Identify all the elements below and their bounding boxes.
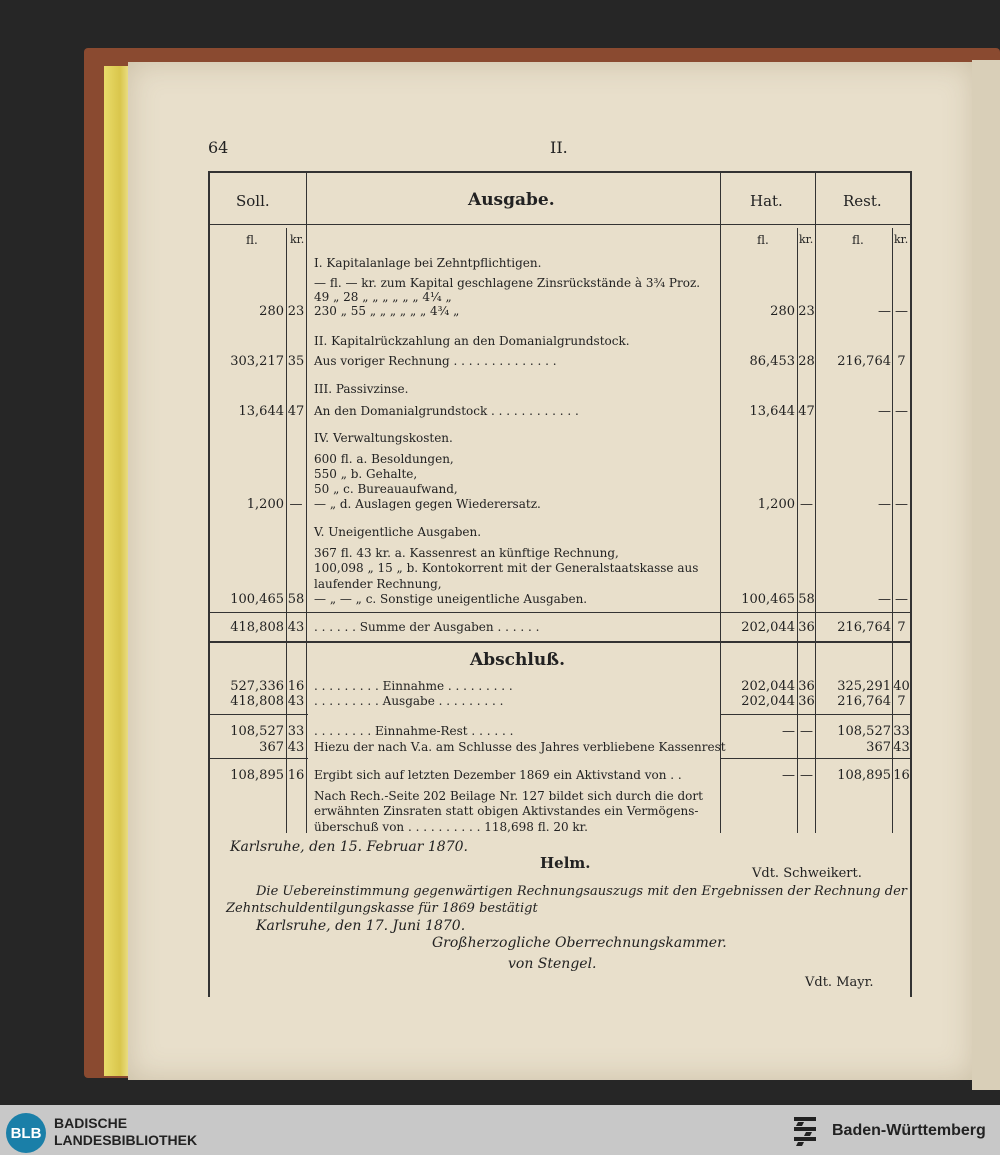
rest-fl-cell: 216,764	[837, 354, 891, 369]
hat-kr-cell: 47	[798, 404, 815, 419]
rest-fl-cell: —	[878, 497, 891, 512]
header-hat: Hat.	[750, 192, 783, 210]
description-cell: 600 fl. a. Besoldungen,	[314, 452, 454, 466]
hat-kr-cell: 36	[798, 679, 815, 694]
description-cell: . . . . . . . . . Ausgabe . . . . . . . . .	[314, 694, 504, 708]
soll-kr-cell: —	[289, 497, 303, 512]
hat-kr-cell: —	[800, 497, 813, 512]
soll-fl-cell: 1,200	[246, 497, 284, 512]
rest-kr-cell: 40	[893, 679, 910, 694]
rest-fl-cell: 108,527	[837, 724, 891, 739]
place-date-1: Karlsruhe, den 15. Februar 1870.	[230, 839, 468, 855]
hat-kr-cell: 36	[798, 694, 815, 709]
description-cell: 100,098 „ 15 „ b. Kontokorrent mit der Generalstaatskasse aus	[314, 561, 699, 575]
library-name-line1: BADISCHE	[54, 1115, 128, 1131]
soll-fl-cell: 100,465	[230, 592, 284, 607]
page-number: 64	[208, 138, 229, 157]
abschluss-title: Abschluß.	[470, 650, 566, 670]
unit-soll-kr: kr.	[290, 233, 305, 246]
header-rest: Rest.	[843, 192, 882, 210]
rest-fl-cell: —	[878, 404, 891, 419]
soll-kr-cell: 16	[287, 679, 305, 694]
hat-fl-cell: —	[782, 724, 795, 739]
hat-fl-cell: 1,200	[757, 497, 795, 512]
hat-fl-cell: —	[782, 768, 795, 783]
abschluss-rule-soll	[208, 714, 308, 715]
soll-kr-cell: 23	[287, 304, 305, 319]
header-ausgabe: Ausgabe.	[468, 190, 555, 210]
unit-rest-fl: fl.	[852, 233, 864, 247]
header-divider	[208, 224, 912, 225]
rest-kr-cell: —	[895, 592, 908, 607]
rest-kr-cell: —	[895, 497, 908, 512]
description-cell: IV. Verwaltungskosten.	[314, 431, 453, 445]
hat-fl-cell: 280	[770, 304, 795, 319]
rest-fl-cell: —	[878, 592, 891, 607]
sum-rule-bottom	[208, 641, 912, 643]
soll-kr-cell: 47	[287, 404, 305, 419]
description-cell: erwähnten Zinsraten statt obigen Aktivstandes ein Vermögens-	[314, 804, 699, 818]
col-divider-soll	[306, 173, 307, 833]
soll-kr-cell: 16	[287, 768, 305, 783]
header-soll: Soll.	[236, 192, 270, 210]
rest-kr-cell: —	[895, 304, 908, 319]
soll-kr-cell: 43	[287, 694, 305, 709]
description-cell: Nach Rech.-Seite 202 Beilage Nr. 127 bildet sich durch die dort	[314, 789, 703, 803]
unit-hat-fl: fl.	[757, 233, 769, 247]
description-cell: 50 „ c. Bureauaufwand,	[314, 482, 458, 496]
soll-fl-cell: 13,644	[238, 404, 284, 419]
description-cell: laufender Rechnung,	[314, 577, 442, 591]
authority: Großherzogliche Oberrechnungskammer.	[432, 935, 727, 951]
library-name-line2: LANDESBIBLIOTHEK	[54, 1132, 198, 1148]
soll-fl-cell: 367	[259, 740, 284, 755]
soll-fl-cell: 280	[259, 304, 284, 319]
table-right-border	[910, 171, 912, 997]
soll-kr-cell: 43	[287, 620, 305, 635]
abschluss-rule-right	[720, 714, 912, 715]
description-cell: Ergibt sich auf letzten Dezember 1869 ein Aktivstand von . .	[314, 768, 682, 782]
description-cell: I. Kapitalanlage bei Zehntpflichtigen.	[314, 256, 542, 270]
soll-fl-cell: 108,895	[230, 768, 284, 783]
soll-fl-cell: 418,808	[230, 694, 284, 709]
hat-kr-cell: —	[800, 724, 813, 739]
soll-fl-cell: 303,217	[230, 354, 284, 369]
description-cell: An den Domanialgrundstock . . . . . . . . . . . .	[314, 404, 579, 418]
soll-fl-cell: 108,527	[230, 724, 284, 739]
description-cell: 367 fl. 43 kr. a. Kassenrest an künftige Rechnung,	[314, 546, 619, 560]
description-cell: — „ d. Auslagen gegen Wiederersatz.	[314, 497, 541, 511]
description-cell: 550 „ b. Gehalte,	[314, 467, 418, 481]
rest-fl-cell: 216,764	[837, 694, 891, 709]
unit-hat-kr: kr.	[799, 233, 814, 246]
soll-kr-cell: 33	[287, 724, 305, 739]
description-cell: . . . . . . Summe der Ausgaben . . . . . .	[314, 620, 540, 634]
rest-kr-cell: 7	[897, 694, 906, 709]
description-cell: III. Passivzinse.	[314, 382, 409, 396]
place-date-2: Karlsruhe, den 17. Juni 1870.	[256, 918, 466, 934]
rest-kr-cell: 7	[897, 354, 906, 369]
description-cell: 230 „ 55 „ „ „ „ „ „ 4¾ „	[314, 304, 460, 318]
vdt-mayr: Vdt. Mayr.	[805, 975, 874, 990]
bw-lion-icon	[790, 1113, 820, 1149]
hat-kr-cell: —	[800, 768, 813, 783]
table-left-border	[208, 171, 210, 997]
rest-kr-cell: 7	[897, 620, 906, 635]
signer-helm: Helm.	[540, 854, 591, 872]
description-cell: . . . . . . . . . Einnahme . . . . . . . . .	[314, 679, 513, 693]
soll-kr-cell: 35	[287, 354, 305, 369]
hat-kr-cell: 58	[798, 592, 815, 607]
unit-soll-fl: fl.	[246, 233, 258, 247]
description-cell: V. Uneigentliche Ausgaben.	[314, 525, 482, 539]
rest-fl-cell: —	[878, 304, 891, 319]
rest-kr-cell: 43	[893, 740, 910, 755]
rest-fl-cell: 216,764	[837, 620, 891, 635]
col-divider-hat	[720, 173, 721, 833]
confirmation-line-2: Zehntschuldentilgungskasse für 1869 bestätigt	[226, 901, 538, 916]
soll-fl-cell: 418,808	[230, 620, 284, 635]
hat-fl-cell: 202,044	[741, 679, 795, 694]
description-cell: Aus voriger Rechnung . . . . . . . . . . . . . .	[314, 354, 557, 368]
footer-bar	[0, 1105, 1000, 1155]
hat-fl-cell: 86,453	[749, 354, 795, 369]
description-cell: überschuß von . . . . . . . . . . 118,698 fl. 20 kr.	[314, 820, 588, 834]
hat-kr-cell: 28	[798, 354, 815, 369]
vdt-schweikert: Vdt. Schweikert.	[752, 866, 862, 881]
description-cell: Hiezu der nach V.a. am Schlusse des Jahres verbliebene Kassenrest	[314, 740, 726, 754]
rest-fl-cell: 325,291	[837, 679, 891, 694]
soll-kr-cell: 58	[287, 592, 305, 607]
rest-kr-cell: 16	[893, 768, 910, 783]
hat-fl-cell: 202,044	[741, 694, 795, 709]
description-cell: — fl. — kr. zum Kapital geschlagene Zinsrückstände à 3¾ Proz.	[314, 276, 701, 290]
soll-fl-cell: 527,336	[230, 679, 284, 694]
hat-kr-cell: 23	[798, 304, 815, 319]
description-cell: — „ — „ c. Sonstige uneigentliche Ausgaben.	[314, 592, 588, 606]
sum-rule-top	[208, 612, 912, 613]
abschluss-rule2-right	[720, 758, 912, 759]
section-number: II.	[550, 138, 568, 157]
rest-kr-cell: —	[895, 404, 908, 419]
hat-fl-cell: 202,044	[741, 620, 795, 635]
abschluss-rule2-soll	[208, 758, 308, 759]
rest-kr-cell: 33	[893, 724, 910, 739]
unit-rest-kr: kr.	[894, 233, 909, 246]
rest-fl-cell: 108,895	[837, 768, 891, 783]
description-cell: II. Kapitalrückzahlung an den Domanialgrundstock.	[314, 334, 630, 348]
bw-name[interactable]: Baden-Württemberg	[832, 1122, 986, 1139]
signer-stengel: von Stengel.	[508, 956, 597, 972]
hat-kr-cell: 36	[798, 620, 815, 635]
confirmation-line-1: Die Uebereinstimmung gegenwärtigen Rechnungsauszugs mit den Ergebnissen der Rechnung der	[256, 884, 907, 899]
col-divider-rest	[815, 173, 816, 833]
soll-kr-cell: 43	[287, 740, 305, 755]
next-page-edge	[972, 60, 1000, 1090]
description-cell: 49 „ 28 „ „ „ „ „ „ 4¼ „	[314, 290, 452, 304]
blb-logo[interactable]: BLB	[6, 1113, 46, 1153]
hat-fl-cell: 13,644	[749, 404, 795, 419]
description-cell: . . . . . . . . Einnahme-Rest . . . . . .	[314, 724, 514, 738]
table-top-border	[208, 171, 912, 173]
rest-fl-cell: 367	[866, 740, 891, 755]
hat-fl-cell: 100,465	[741, 592, 795, 607]
